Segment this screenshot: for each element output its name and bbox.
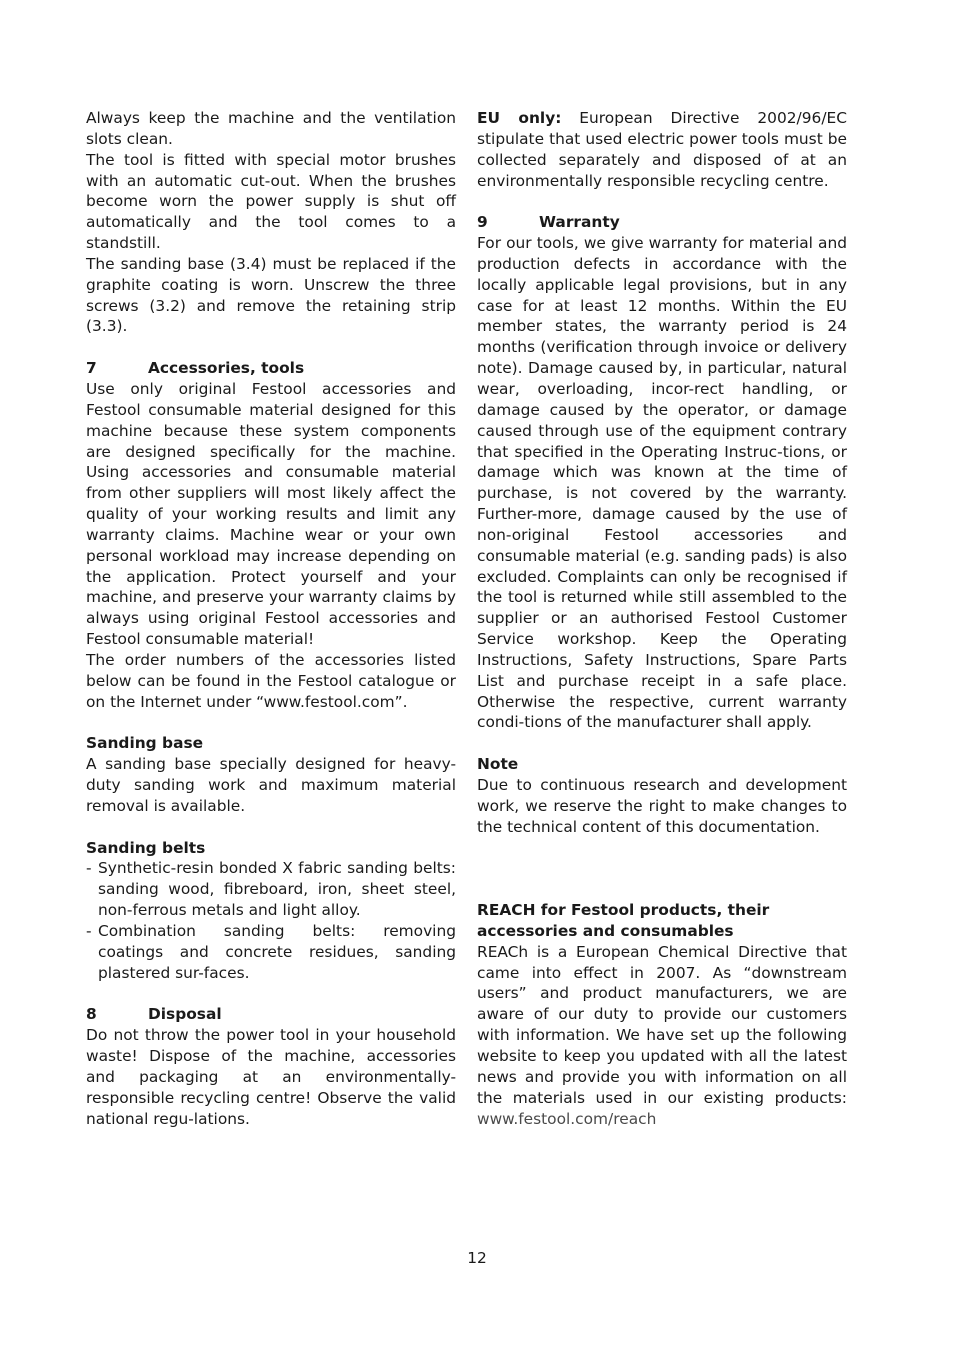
reach-link[interactable]: www.festool.com/reach [477, 1109, 657, 1128]
dash-marker: - [86, 859, 92, 878]
list-item [86, 858, 456, 921]
right-column [477, 108, 847, 1129]
list-item-text: Combination sanding belts: removing coatings and concrete residues, sanding plastered sur-faces. [98, 921, 456, 982]
eu-only-label: EU only: [477, 109, 562, 127]
list-item [86, 921, 456, 984]
sanding-base-heading: Sanding base [86, 734, 204, 753]
eu-only-text: European Directive 2002/96/EC stipulate that used electric power tools must be collected separately and disposed of at an environmentally responsible recycling centre. [477, 109, 847, 190]
accessories-heading [86, 358, 456, 379]
page-number: 12 [467, 1249, 487, 1267]
left-column [86, 108, 456, 1129]
disposal-text: Do not throw the power tool in your household waste! Dispose of the machine, accessories and packaging at an environmentally-responsible recycling centre! Observe the valid national regu-lations. [86, 1026, 456, 1128]
reach-text: REACh is a European Chemical Directive that came into effect in 2007. As “downstream users” and product manufacturers, we are aware of our duty to provide our customers with information. We have set up the following website to keep you updated with all the latest news and provide you with information on all the materials used in our existing products: [477, 942, 847, 1107]
maintenance-paragraph-2: The tool is fitted with special motor brushes with an automatic cut-out. When the brushes become worn the power supply is shut off automatically and the tool comes to a standstill. [86, 150, 456, 253]
warranty-heading [477, 212, 847, 233]
disposal-heading [86, 1004, 456, 1025]
warranty-text: For our tools, we give warranty for material and production defects in accordance with the locally applicable legal provisions, but in any case for at least 12 months. Within the EU member states, the warranty period is 24 months (verification through invoice or delivery note). Damage caused by, in particular, natural wear, overloading, incor-rect handling, or damage caused by the operator, or damage caused through use of the equipment contrary that specified in the Operating Instruc-tions, or damage which was known at the time of purchase, is not covered by the warranty. Further-more, damage caused by the use of non-original Festool accessories and consumable material (e.g. sanding pads) is also excluded. Complaints can only be recognised if the tool is returned while still assembled to the supplier or an authorised Festool Customer Service workshop. Keep the Operating Instructions, Safety Instructions, Spare Parts List and purchase receipt in a safe place. Otherwise the respective, current warranty condi-tions of the manufacturer shall apply. [477, 234, 847, 732]
note-text: Due to continuous research and development work, we reserve the right to make changes to the technical content of this documentation. [477, 776, 847, 836]
sanding-belts-heading: Sanding belts [86, 838, 206, 857]
reach-paragraph [477, 942, 847, 1130]
disposal-section-title: Disposal [148, 1005, 222, 1024]
accessories-section-number: 7 [86, 359, 97, 378]
sanding-base-text: A sanding base specially designed for heavy-duty sanding work and maximum material removal is available. [86, 755, 456, 815]
disposal-section-number: 8 [86, 1005, 97, 1024]
list-item-text: Synthetic-resin bonded X fabric sanding belts: sanding wood, fibreboard, iron, sheet steel, non-ferrous metals and light alloy. [98, 859, 456, 920]
sanding-belts-list [86, 858, 456, 983]
maintenance-paragraph-1: Always keep the machine and the ventilation slots clean. [86, 109, 456, 148]
accessories-section-title: Accessories, tools [148, 359, 305, 378]
accessories-paragraph-2: The order numbers of the accessories listed below can be found in the Festool catalogue or on the Internet under “www.festool.com”. [86, 650, 456, 711]
maintenance-paragraph-3: The sanding base (3.4) must be replaced if the graphite coating is worn. Unscrew the three screws (3.2) and remove the retaining strip (3.3). [86, 254, 456, 336]
dash-marker: - [86, 921, 92, 940]
eu-only-paragraph [477, 108, 847, 191]
warranty-section-number: 9 [477, 213, 488, 232]
warranty-section-title: Warranty [539, 213, 620, 232]
note-heading: Note [477, 755, 519, 774]
reach-heading: REACH for Festool products, their accessories and consumables [477, 901, 770, 940]
accessories-paragraph-1: Use only original Festool accessories and Festool consumable material designed for this machine because these system components are designed specifically for the machine. Using accessories and consumable material from other suppliers will most likely affect the quality of your working results and limit any warranty claims. Machine wear or your own personal workload may increase depending on the application. Protect yourself and your machine, and preserve your warranty claims by always using original Festool accessories and Festool consumable material! [86, 379, 456, 649]
